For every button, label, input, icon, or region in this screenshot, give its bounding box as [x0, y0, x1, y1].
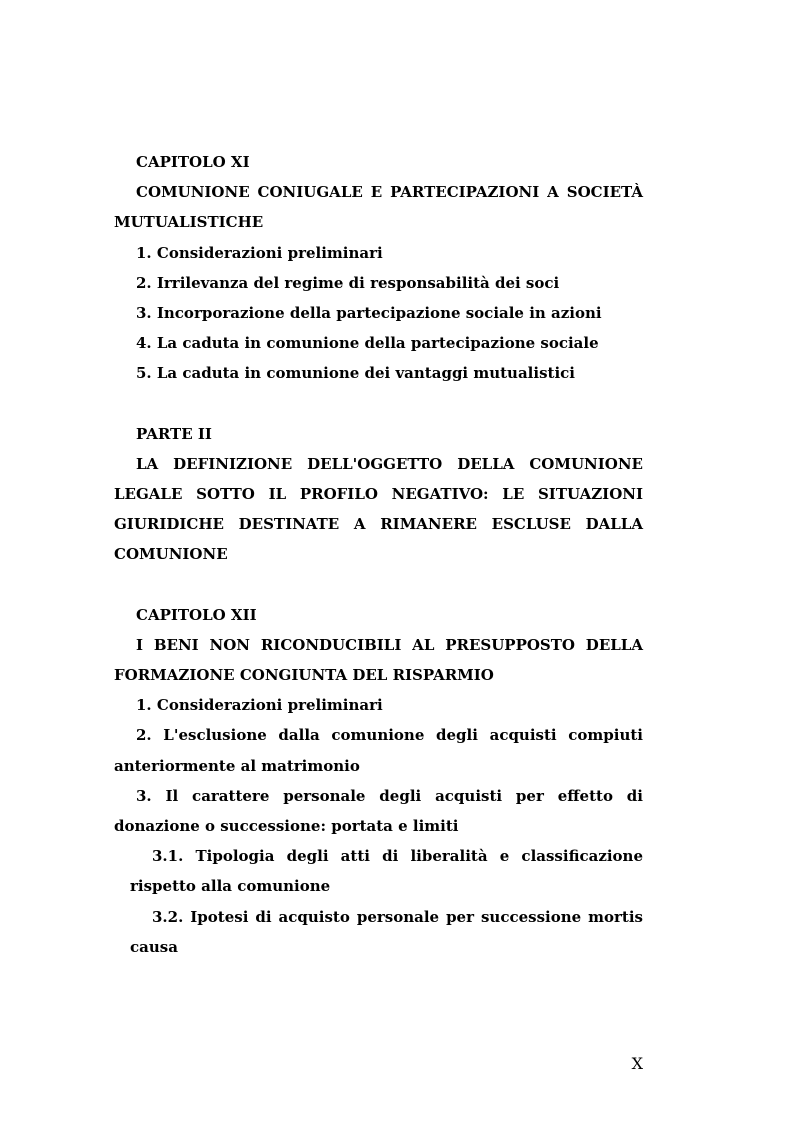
- toc-entry: 2. L'esclusione dalla comunione degli acquisti compiuti anteriormente al matrimonio: [114, 726, 643, 775]
- chapter-xi-title: COMUNIONE CONIUGALE E PARTECIPAZIONI A SOCIETÀ MUTUALISTICHE: [114, 183, 643, 232]
- table-of-contents: [114, 147, 643, 962]
- page-number: X: [631, 1054, 643, 1073]
- toc-entry: 1. Considerazioni preliminari: [136, 243, 383, 262]
- chapter-xi-heading: CAPITOLO XI: [136, 153, 250, 171]
- toc-entry: 4. La caduta in comunione della partecipazione sociale: [136, 334, 599, 353]
- section-spacer: [114, 570, 643, 600]
- toc-subentry: 3.1. Tipologia degli atti di liberalità e classificazione rispetto alla comunione: [130, 847, 643, 896]
- part-ii-title: LA DEFINIZIONE DELL'OGGETTO DELLA COMUNIONE LEGALE SOTTO IL PROFILO NEGATIVO: LE SITUAZIONI GIURIDICHE DESTINATE A RIMANERE ESCLUSE DALLA COMUNIONE: [114, 454, 643, 564]
- section-spacer: [114, 389, 643, 419]
- toc-entry: 3. Il carattere personale degli acquisti per effetto di donazione o successione: portata e limiti: [114, 786, 643, 836]
- chapter-xii-title: I BENI NON RICONDUCIBILI AL PRESUPPOSTO DELLA FORMAZIONE CONGIUNTA DEL RISPARMIO: [114, 635, 643, 685]
- chapter-xii-heading: CAPITOLO XII: [136, 605, 257, 624]
- toc-entry: 2. Irrilevanza del regime di responsabilità dei soci: [136, 273, 560, 292]
- toc-entry: 5. La caduta in comunione dei vantaggi mutualistici: [136, 364, 575, 383]
- toc-entry: 3. Incorporazione della partecipazione sociale in azioni: [136, 304, 602, 323]
- toc-subentry: 3.2. Ipotesi di acquisto personale per successione mortis causa: [130, 907, 643, 956]
- part-ii-heading: PARTE II: [136, 424, 212, 443]
- toc-entry: 1. Considerazioni preliminari: [136, 696, 383, 715]
